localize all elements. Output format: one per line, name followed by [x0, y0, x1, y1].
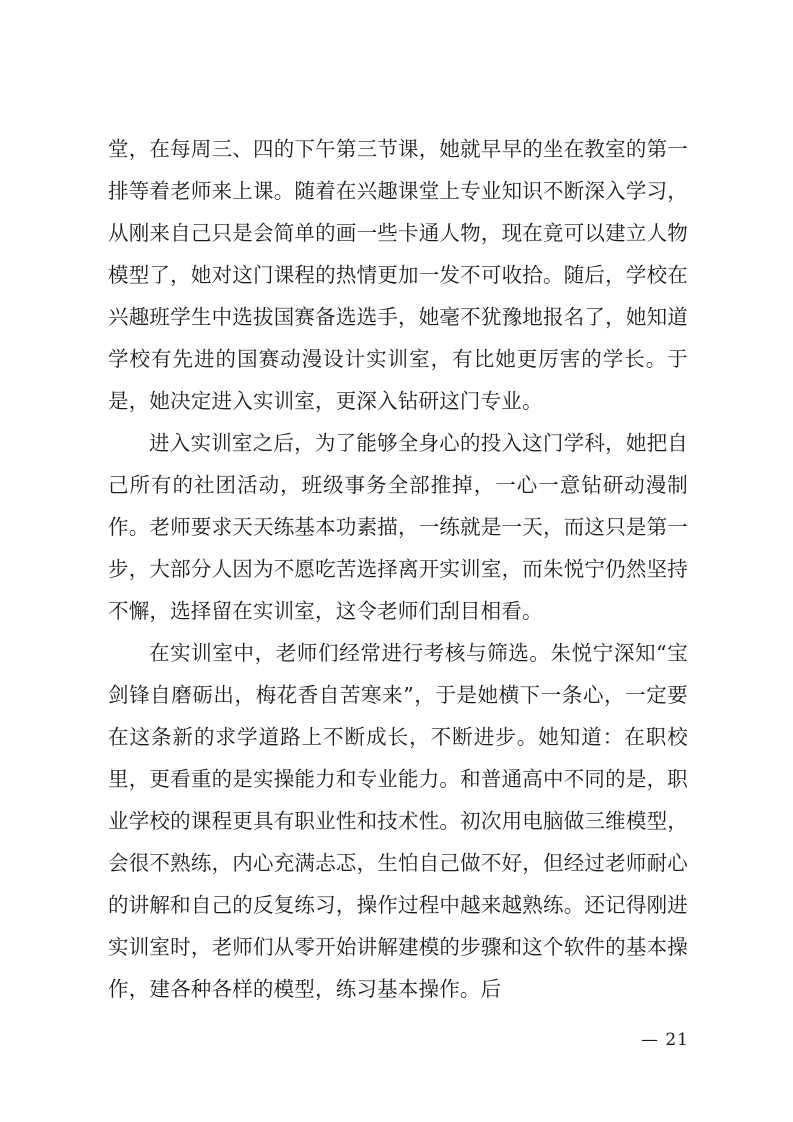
page-number: — 21	[640, 1030, 689, 1050]
paragraph-1: 堂，在每周三、四的下午第三节课，她就早早的坐在教室的第一排等着老师来上课。随着在兴趣课堂上专业知识不断深入学习，从刚来自己只是会简单的画一些卡通人物，现在竟可以建立人物模型了，她对这门课程的热情更加一发不可收拾。随后，学校在兴趣班学生中选拔国赛备选选手，她毫不犹豫地报名了，她知道学校有先进的国赛动漫设计实训室，有比她更厉害的学长。于是，她决定进入实训室，更深入钻研这门专业。	[108, 137, 688, 413]
paragraph-3: 在实训室中，老师们经常进行考核与筛选。朱悦宁深知“宝剑锋自磨砺出，梅花香自苦寒来”，于是她横下一条心，一定要在这条新的求学道路上不断成长，不断进步。她知道：在职校里，更看重的是实操能力和专业能力。和普通高中不同的是，职业学校的课程更具有职业性和技术性。初次用电脑做三维模型，会很不熟练，内心充满忐忑，生怕自己做不好，但经过老师耐心的讲解和自己的反复练习，操作过程中越来越熟练。还记得刚进实训室时，老师们从零开始讲解建模的步骤和这个软件的基本操作，建各种各样的模型，练习基本操作。后	[108, 641, 688, 1001]
page-content-area	[108, 128, 688, 1010]
paragraph-2: 进入实训室之后，为了能够全身心的投入这门学科，她把自己所有的社团活动，班级事务全部推掉，一心一意钻研动漫制作。老师要求天天练基本功素描，一练就是一天，而这只是第一步，大部分人因为不愿吃苦选择离开实训室，而朱悦宁仍然坚持不懈，选择留在实训室，这令老师们刮目相看。	[108, 431, 688, 623]
document-body	[108, 128, 688, 1010]
